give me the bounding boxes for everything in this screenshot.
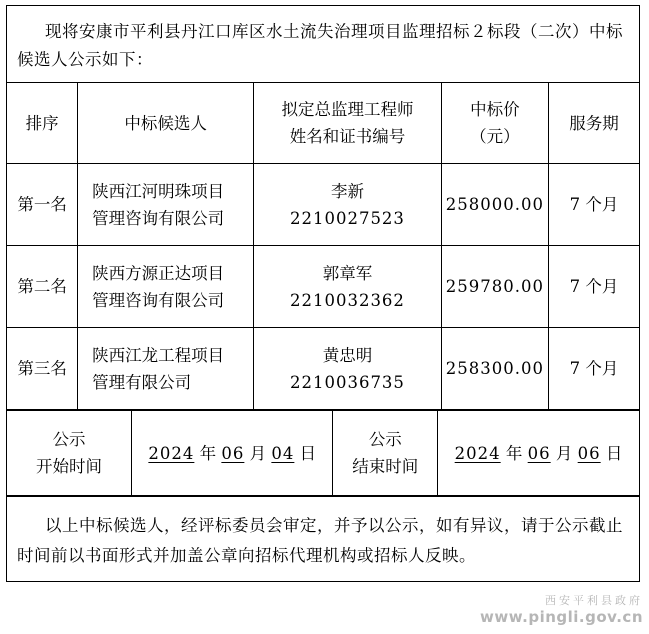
header-price-line1: 中标价 bbox=[470, 100, 520, 119]
day-unit: 日 bbox=[605, 443, 623, 463]
period-cell: 7 个月 bbox=[548, 328, 639, 410]
header-rank: 排序 bbox=[7, 83, 78, 164]
engineer-cert: 2210027523 bbox=[289, 208, 405, 228]
table-header-row bbox=[7, 83, 639, 164]
engineer-cert: 2210036735 bbox=[289, 372, 405, 392]
rank-cell: 第三名 bbox=[7, 328, 78, 410]
candidate-name-line1: 陕西方源正达项目 bbox=[92, 263, 225, 283]
header-price-line2: （元） bbox=[470, 127, 520, 146]
start-time-label bbox=[7, 411, 132, 496]
end-time-label-line2: 结束时间 bbox=[352, 457, 419, 476]
start-day: 04 bbox=[271, 443, 295, 463]
table-row bbox=[7, 164, 639, 246]
candidate-name-line2: 管理有限公司 bbox=[92, 372, 192, 392]
candidate-name-line2: 管理咨询有限公司 bbox=[92, 290, 225, 310]
table-row bbox=[7, 246, 639, 328]
start-time-label-line1: 公示 bbox=[52, 430, 86, 449]
candidate-name-line1: 陕西江河明珠项目 bbox=[92, 181, 225, 201]
header-engineer-line1: 拟定总监理工程师 bbox=[281, 100, 414, 119]
start-date-value bbox=[132, 411, 333, 496]
start-year: 2024 bbox=[148, 443, 195, 463]
watermark-line2: www.pingli.gov.cn bbox=[480, 608, 643, 626]
engineer-cell bbox=[254, 164, 442, 246]
price-cell: 258000.00 bbox=[441, 164, 548, 246]
announcement-frame bbox=[6, 5, 640, 582]
table-row bbox=[7, 328, 639, 410]
publicity-time-row bbox=[7, 411, 639, 496]
header-price bbox=[441, 83, 548, 164]
end-time-label-line1: 公示 bbox=[368, 430, 402, 449]
end-date-value bbox=[438, 411, 639, 496]
start-month: 06 bbox=[221, 443, 245, 463]
site-watermark bbox=[480, 592, 643, 626]
candidate-cell bbox=[78, 164, 254, 246]
engineer-name: 黄忠明 bbox=[322, 345, 373, 365]
rank-cell: 第一名 bbox=[7, 164, 78, 246]
month-unit: 月 bbox=[555, 443, 573, 463]
footer-paragraph: 以上中标候选人，经评标委员会审定，并予以公示，如有异议，请于公示截止时间前以书面形式并加盖公章向招标代理机构或招标人反映。 bbox=[7, 496, 639, 581]
header-period: 服务期 bbox=[548, 83, 639, 164]
candidate-name-line2: 管理咨询有限公司 bbox=[92, 208, 225, 228]
month-unit: 月 bbox=[249, 443, 267, 463]
watermark-line1: 西安平利县政府 bbox=[545, 594, 643, 607]
engineer-cell bbox=[254, 328, 442, 410]
year-unit: 年 bbox=[505, 443, 523, 463]
end-year: 2024 bbox=[454, 443, 501, 463]
period-cell: 7 个月 bbox=[548, 164, 639, 246]
day-unit: 日 bbox=[299, 443, 317, 463]
engineer-cert: 2210032362 bbox=[289, 290, 405, 310]
candidates-table bbox=[7, 83, 639, 410]
engineer-cell bbox=[254, 246, 442, 328]
engineer-name: 李新 bbox=[330, 181, 364, 201]
announcement-document bbox=[6, 5, 640, 582]
candidate-name-line1: 陕西江龙工程项目 bbox=[92, 345, 225, 365]
price-cell: 259780.00 bbox=[441, 246, 548, 328]
candidate-cell bbox=[78, 246, 254, 328]
period-cell: 7 个月 bbox=[548, 246, 639, 328]
rank-cell: 第二名 bbox=[7, 246, 78, 328]
header-engineer-line2: 姓名和证书编号 bbox=[289, 127, 406, 146]
end-month: 06 bbox=[527, 443, 551, 463]
header-candidate: 中标候选人 bbox=[78, 83, 254, 164]
publicity-time-table bbox=[7, 410, 639, 496]
end-day: 06 bbox=[577, 443, 601, 463]
header-engineer bbox=[254, 83, 442, 164]
intro-paragraph: 现将安康市平利县丹江口库区水土流失治理项目监理招标２标段（二次）中标候选人公示如下： bbox=[7, 6, 639, 83]
start-time-label-line2: 开始时间 bbox=[36, 457, 103, 476]
price-cell: 258300.00 bbox=[441, 328, 548, 410]
end-time-label bbox=[333, 411, 438, 496]
candidate-cell bbox=[78, 328, 254, 410]
year-unit: 年 bbox=[199, 443, 217, 463]
engineer-name: 郭章军 bbox=[322, 263, 373, 283]
